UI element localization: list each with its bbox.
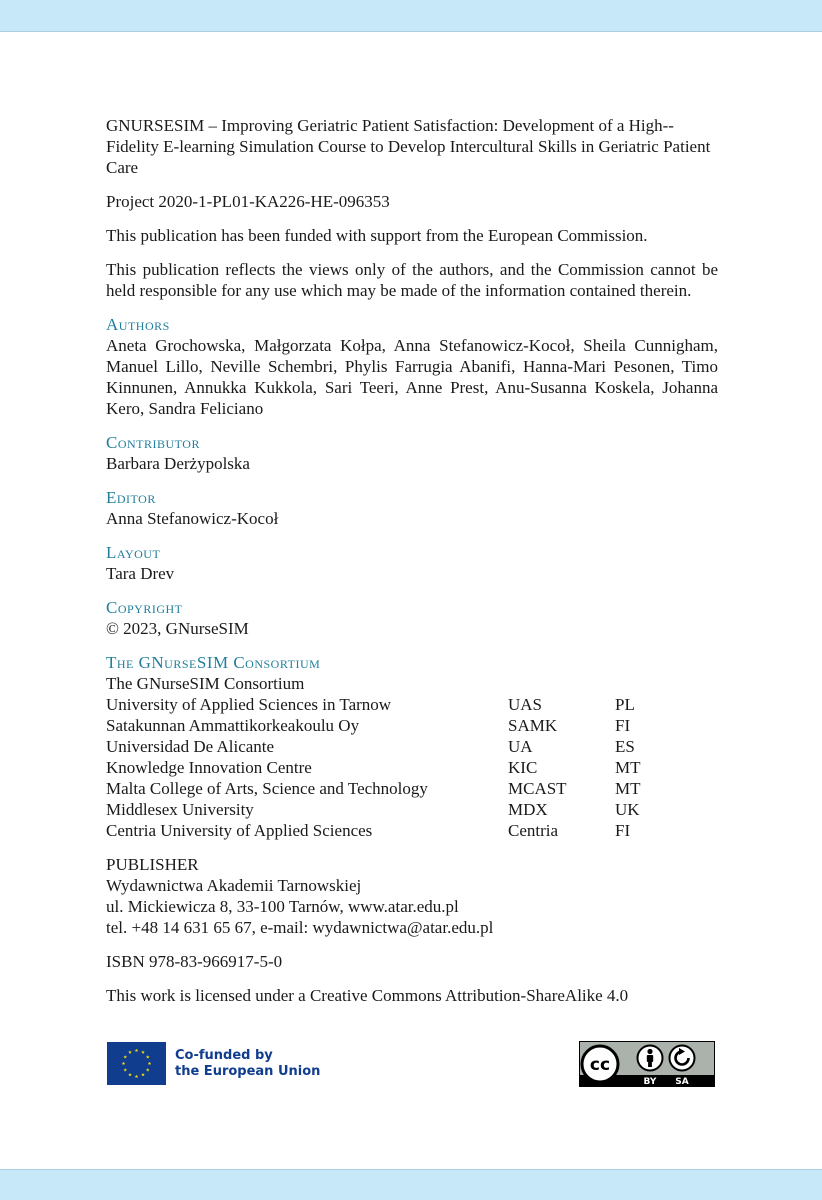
table-row xyxy=(106,820,641,841)
editor-section xyxy=(106,487,718,529)
authors-list: Aneta Grochowska, Małgorzata Kołpa, Anna Stefanowicz-Kocoł, Sheila Cunnigham, Manuel Lillo, Neville Schembri, Phylis Farrugia Abanifi, Hanna-Mari Pesonen, Timo Kinnunen, Annukka Kukkola, Sari Teeri, Anne Prest, Anu-Susanna Koskela, Johanna Kero, Sandra Feliciano xyxy=(106,336,718,418)
partner-name: Satakunnan Ammattikorkeakoulu Oy xyxy=(106,716,360,735)
publisher-section xyxy=(106,854,718,938)
partner-abbr: Centria xyxy=(508,821,559,840)
contributor-heading: Contributor xyxy=(106,433,200,452)
partner-name: Universidad De Alicante xyxy=(106,737,275,756)
bottom-band xyxy=(0,1169,822,1200)
table-row xyxy=(106,778,641,799)
publication-title: GNURSESIM – Improving Geriatric Patient Satisfaction: Development of a High--Fidelity E-learning Simulation Course to Develop Intercultural Skills in Geriatric Patient Care xyxy=(106,116,711,177)
authors-heading: Authors xyxy=(106,315,170,334)
funding-statement: This publication has been funded with support from the European Commission. xyxy=(106,226,648,245)
partner-name: Malta College of Arts, Science and Technology xyxy=(106,779,428,798)
sa-label: SA xyxy=(675,1077,689,1087)
isbn: ISBN 978-83-966917-5-0 xyxy=(106,952,283,971)
table-row xyxy=(106,757,641,778)
cc-mark: cc xyxy=(589,1055,611,1075)
copyright-heading: Copyright xyxy=(106,598,183,617)
table-row xyxy=(106,736,641,757)
layout-heading: Layout xyxy=(106,543,161,562)
copyright-section xyxy=(106,597,718,639)
eu-flag-icon xyxy=(107,1042,166,1085)
layout-name: Tara Drev xyxy=(106,564,175,583)
eu-logo-line1: Co-funded by xyxy=(175,1047,273,1063)
partner-country: MT xyxy=(615,779,641,798)
copyright-text: © 2023, GNurseSIM xyxy=(106,619,249,638)
table-row xyxy=(106,799,641,820)
partner-name: University of Applied Sciences in Tarnow xyxy=(106,695,392,714)
attribution-person-icon xyxy=(638,1046,663,1071)
contributor-section xyxy=(106,432,718,474)
partners-table xyxy=(106,694,641,841)
publisher-name: Wydawnictwa Akademii Tarnowskiej xyxy=(106,876,362,895)
partner-country: FI xyxy=(615,716,631,735)
disclaimer: This publication reflects the views only of the authors, and the Commission cannot be held responsible for any use which may be made of the information contained therein. xyxy=(106,260,718,300)
eu-cofunded-logo xyxy=(107,1042,320,1085)
publisher-address: ul. Mickiewicza 8, 33-100 Tarnów, www.atar.edu.pl xyxy=(106,897,459,916)
partner-abbr: KIC xyxy=(508,758,538,777)
partner-country: UK xyxy=(615,800,640,819)
partner-country: PL xyxy=(615,695,635,714)
consortium-section xyxy=(106,652,718,841)
logos-row xyxy=(107,1041,715,1087)
consortium-heading: The GNurseSIM Consortium xyxy=(106,653,321,672)
table-row xyxy=(106,694,641,715)
partner-abbr: MCAST xyxy=(508,779,567,798)
publisher-contact: tel. +48 14 631 65 67, e-mail: wydawnictwa@atar.edu.pl xyxy=(106,918,494,937)
by-label: BY xyxy=(643,1077,657,1087)
partner-name: Knowledge Innovation Centre xyxy=(106,758,312,777)
eu-logo-text xyxy=(175,1048,320,1080)
license-statement: This work is licensed under a Creative Commons Attribution-ShareAlike 4.0 xyxy=(106,986,629,1005)
authors-section xyxy=(106,314,718,419)
partner-country: ES xyxy=(615,737,635,756)
contributor-name: Barbara Derżypolska xyxy=(106,454,250,473)
partner-abbr: SAMK xyxy=(508,716,558,735)
layout-section xyxy=(106,542,718,584)
eu-logo-line2: the European Union xyxy=(175,1063,321,1079)
cc-by-sa-badge xyxy=(579,1041,715,1087)
consortium-intro: The GNurseSIM Consortium xyxy=(106,674,305,693)
top-band xyxy=(0,0,822,32)
project-number: Project 2020-1-PL01-KA226-HE-096353 xyxy=(106,192,390,211)
cc-icon xyxy=(582,1046,618,1082)
table-row xyxy=(106,715,641,736)
partner-abbr: UAS xyxy=(508,695,543,714)
partner-name: Middlesex University xyxy=(106,800,254,819)
editor-name: Anna Stefanowicz-Kocoł xyxy=(106,509,279,528)
publisher-heading: PUBLISHER xyxy=(106,855,199,874)
partner-name: Centria University of Applied Sciences xyxy=(106,821,373,840)
imprint-content xyxy=(106,115,718,1019)
editor-heading: Editor xyxy=(106,488,156,507)
sharealike-icon xyxy=(670,1046,695,1071)
partner-country: FI xyxy=(615,821,631,840)
partner-abbr: MDX xyxy=(508,800,548,819)
partner-country: MT xyxy=(615,758,641,777)
partner-abbr: UA xyxy=(508,737,533,756)
